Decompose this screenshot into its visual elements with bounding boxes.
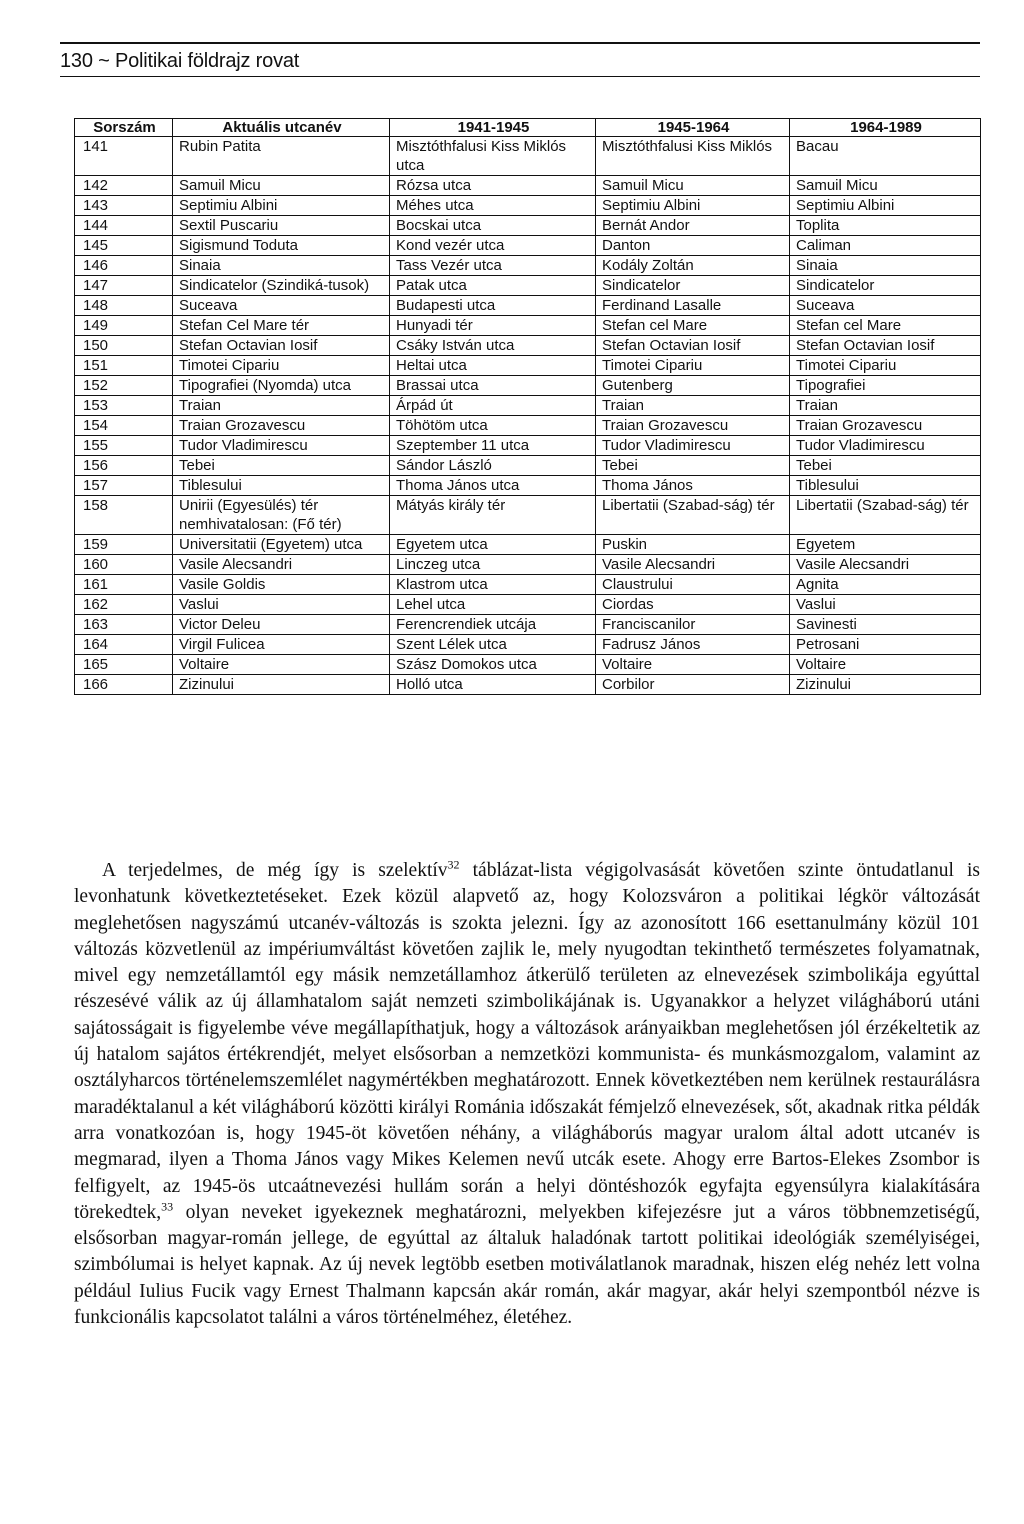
cell-current-name: Stefan Cel Mare tér <box>173 316 390 336</box>
cell-1941-1945: Patak utca <box>390 276 596 296</box>
cell-current-name: Sigismund Toduta <box>173 236 390 256</box>
cell-1964-1989: Tudor Vladimirescu <box>790 436 981 456</box>
cell-current-name: Traian Grozavescu <box>173 416 390 436</box>
table-row <box>75 296 981 316</box>
cell-current-name: Zizinului <box>173 675 390 695</box>
cell-1941-1945: Méhes utca <box>390 196 596 216</box>
cell-1945-1964: Vasile Alecsandri <box>596 555 790 575</box>
cell-1941-1945: Töhötöm utca <box>390 416 596 436</box>
cell-1945-1964: Corbilor <box>596 675 790 695</box>
table-row <box>75 396 981 416</box>
column-header: Sorszám <box>75 119 173 137</box>
cell-1941-1945: Szent Lélek utca <box>390 635 596 655</box>
cell-number: 164 <box>75 635 173 655</box>
table-row <box>75 615 981 635</box>
table-row <box>75 236 981 256</box>
cell-1945-1964: Fadrusz János <box>596 635 790 655</box>
cell-current-name: Vasile Goldis <box>173 575 390 595</box>
cell-current-name: Samuil Micu <box>173 176 390 196</box>
cell-1941-1945: Árpád út <box>390 396 596 416</box>
footnote-ref-32: 32 <box>447 857 460 872</box>
cell-current-name: Sextil Puscariu <box>173 216 390 236</box>
table-row <box>75 436 981 456</box>
cell-1964-1989: Voltaire <box>790 655 981 675</box>
cell-1964-1989: Traian Grozavescu <box>790 416 981 436</box>
cell-1945-1964: Libertatii (Szabad-ság) tér <box>596 496 790 535</box>
cell-1941-1945: Misztóthfalusi Kiss Miklós utca <box>390 137 596 176</box>
cell-current-name: Virgil Fulicea <box>173 635 390 655</box>
cell-1945-1964: Gutenberg <box>596 376 790 396</box>
cell-1964-1989: Egyetem <box>790 535 981 555</box>
cell-current-name: Sinaia <box>173 256 390 276</box>
cell-current-name: Traian <box>173 396 390 416</box>
cell-number: 143 <box>75 196 173 216</box>
cell-1945-1964: Franciscanilor <box>596 615 790 635</box>
table-row <box>75 675 981 695</box>
street-names-table <box>74 118 981 695</box>
table-row <box>75 416 981 436</box>
cell-1945-1964: Septimiu Albini <box>596 196 790 216</box>
cell-1964-1989: Vaslui <box>790 595 981 615</box>
cell-current-name: Suceava <box>173 296 390 316</box>
cell-1941-1945: Holló utca <box>390 675 596 695</box>
cell-current-name: Stefan Octavian Iosif <box>173 336 390 356</box>
table-row <box>75 336 981 356</box>
cell-number: 153 <box>75 396 173 416</box>
cell-1941-1945: Sándor László <box>390 456 596 476</box>
cell-current-name: Tiblesului <box>173 476 390 496</box>
table-row <box>75 575 981 595</box>
cell-1945-1964: Samuil Micu <box>596 176 790 196</box>
cell-1945-1964: Claustrului <box>596 575 790 595</box>
cell-number: 144 <box>75 216 173 236</box>
column-header: 1941-1945 <box>390 119 596 137</box>
table-row <box>75 137 981 176</box>
column-header: 1945-1964 <box>596 119 790 137</box>
street-names-table-wrapper <box>74 118 980 695</box>
paragraph-text-2: táblázat-lista végigolvasását követően szinte öntudatlanul is levonhatunk következtetéseket. Ezek közül alapvető az, hogy Kolozsváron a politikai légkör változását meglehetősen nagyszámú utcanév-változás is szokta jelezni. Így az azonosított 166 esettanulmány közül 101 változás közvetlenül az impériumváltást követően zajlik le, mely nyugodtan tekinthető természetes folyamatnak, mivel egy nemzetállamtól egy másik nemzetállamhoz átkerülő területen az elnevezések szimbolikája egyúttal részesévé válik az új államhatalom saját nemzeti szimbolikájának is. Ugyanakkor a helyzet világháború utáni sajátosságait is figyelembe véve megállapíthatjuk, hogy a változások arányaikban meglehetősen jól érzékeltetik az új hatalom sajátos értékrendjét, melyet elsősorban a nemzetközi kommunista- és munkásmozgalom, valamint az osztályharcos történelemszemlélet nagymértékben meghatározott. Ennek következtében nem kerülnek restaurálásra maradéktalanul a két világháború közötti királyi Románia időszakát fémjelző elnevezések, sőt, akadnak ritka példák arra vonatkozóan is, hogy 1945-öt követően néhány, a világháborús magyar uralom által adott utcanév is megmarad, ilyen a Thoma János vagy Mikes Kelemen nevű utcák esete. Ahogy erre Bartos-Elekes Zsombor is felfigyelt, az 1945-ös utcaátnevezési hullám során a helyi döntéshozók egyfajta egyensúlyra kialakítására törekedtek, <box>74 860 980 1223</box>
cell-1964-1989: Sindicatelor <box>790 276 981 296</box>
table-row <box>75 535 981 555</box>
cell-1945-1964: Stefan Octavian Iosif <box>596 336 790 356</box>
cell-number: 159 <box>75 535 173 555</box>
cell-current-name: Tudor Vladimirescu <box>173 436 390 456</box>
header-separator: ~ <box>98 50 110 72</box>
cell-1964-1989: Zizinului <box>790 675 981 695</box>
cell-1941-1945: Lehel utca <box>390 595 596 615</box>
cell-1964-1989: Libertatii (Szabad-ság) tér <box>790 496 981 535</box>
cell-number: 156 <box>75 456 173 476</box>
cell-number: 155 <box>75 436 173 456</box>
table-row <box>75 555 981 575</box>
cell-number: 142 <box>75 176 173 196</box>
cell-number: 158 <box>75 496 173 535</box>
cell-1941-1945: Thoma János utca <box>390 476 596 496</box>
cell-1964-1989: Samuil Micu <box>790 176 981 196</box>
cell-current-name: Unirii (Egyesülés) tér nemhivatalosan: (Fő tér) <box>173 496 390 535</box>
cell-1964-1989: Sinaia <box>790 256 981 276</box>
cell-1941-1945: Heltai utca <box>390 356 596 376</box>
cell-1945-1964: Voltaire <box>596 655 790 675</box>
cell-1941-1945: Hunyadi tér <box>390 316 596 336</box>
running-head <box>60 44 980 74</box>
cell-1964-1989: Stefan cel Mare <box>790 316 981 336</box>
cell-1964-1989: Bacau <box>790 137 981 176</box>
table-row <box>75 216 981 236</box>
cell-1941-1945: Tass Vezér utca <box>390 256 596 276</box>
cell-number: 149 <box>75 316 173 336</box>
cell-1945-1964: Sindicatelor <box>596 276 790 296</box>
cell-number: 154 <box>75 416 173 436</box>
cell-number: 152 <box>75 376 173 396</box>
cell-number: 150 <box>75 336 173 356</box>
header-rule <box>60 76 980 77</box>
cell-number: 161 <box>75 575 173 595</box>
table-row <box>75 595 981 615</box>
cell-1964-1989: Savinesti <box>790 615 981 635</box>
cell-1945-1964: Kodály Zoltán <box>596 256 790 276</box>
cell-1945-1964: Puskin <box>596 535 790 555</box>
cell-current-name: Voltaire <box>173 655 390 675</box>
cell-1945-1964: Traian Grozavescu <box>596 416 790 436</box>
cell-1945-1964: Ciordas <box>596 595 790 615</box>
cell-number: 157 <box>75 476 173 496</box>
table-row <box>75 635 981 655</box>
cell-1941-1945: Klastrom utca <box>390 575 596 595</box>
table-row <box>75 655 981 675</box>
cell-number: 166 <box>75 675 173 695</box>
cell-1945-1964: Thoma János <box>596 476 790 496</box>
table-row <box>75 276 981 296</box>
table-row <box>75 176 981 196</box>
cell-1964-1989: Petrosani <box>790 635 981 655</box>
cell-number: 165 <box>75 655 173 675</box>
cell-1964-1989: Septimiu Albini <box>790 196 981 216</box>
cell-1945-1964: Stefan cel Mare <box>596 316 790 336</box>
cell-1941-1945: Rózsa utca <box>390 176 596 196</box>
cell-current-name: Universitatii (Egyetem) utca <box>173 535 390 555</box>
table-row <box>75 356 981 376</box>
cell-1964-1989: Timotei Cipariu <box>790 356 981 376</box>
cell-1945-1964: Traian <box>596 396 790 416</box>
cell-1941-1945: Egyetem utca <box>390 535 596 555</box>
cell-number: 160 <box>75 555 173 575</box>
table-row <box>75 456 981 476</box>
cell-1945-1964: Danton <box>596 236 790 256</box>
cell-1964-1989: Caliman <box>790 236 981 256</box>
table-row <box>75 476 981 496</box>
column-header: 1964-1989 <box>790 119 981 137</box>
cell-number: 163 <box>75 615 173 635</box>
cell-1964-1989: Suceava <box>790 296 981 316</box>
cell-current-name: Tebei <box>173 456 390 476</box>
cell-number: 141 <box>75 137 173 176</box>
page-header <box>60 42 980 74</box>
cell-1945-1964: Misztóthfalusi Kiss Miklós <box>596 137 790 176</box>
table-row <box>75 196 981 216</box>
table-row <box>75 256 981 276</box>
cell-1945-1964: Tebei <box>596 456 790 476</box>
cell-current-name: Vaslui <box>173 595 390 615</box>
cell-1964-1989: Tiblesului <box>790 476 981 496</box>
cell-current-name: Victor Deleu <box>173 615 390 635</box>
table-row <box>75 376 981 396</box>
cell-current-name: Vasile Alecsandri <box>173 555 390 575</box>
cell-1945-1964: Ferdinand Lasalle <box>596 296 790 316</box>
cell-number: 146 <box>75 256 173 276</box>
page-number: 130 <box>60 50 93 72</box>
table-header-row <box>75 119 981 137</box>
cell-1941-1945: Szász Domokos utca <box>390 655 596 675</box>
cell-1964-1989: Tebei <box>790 456 981 476</box>
cell-1941-1945: Kond vezér utca <box>390 236 596 256</box>
cell-1941-1945: Csáky István utca <box>390 336 596 356</box>
cell-1945-1964: Bernát Andor <box>596 216 790 236</box>
cell-1941-1945: Bocskai utca <box>390 216 596 236</box>
cell-1964-1989: Vasile Alecsandri <box>790 555 981 575</box>
cell-number: 162 <box>75 595 173 615</box>
cell-1964-1989: Agnita <box>790 575 981 595</box>
cell-1941-1945: Brassai utca <box>390 376 596 396</box>
cell-current-name: Tipografiei (Nyomda) utca <box>173 376 390 396</box>
cell-number: 147 <box>75 276 173 296</box>
cell-1941-1945: Ferencrendiek utcája <box>390 615 596 635</box>
cell-1941-1945: Szeptember 11 utca <box>390 436 596 456</box>
paragraph-text-3: olyan neveket igyekeznek meghatározni, melyekben kifejezésre jut a város többnemzetiségű, elsősorban magyar-román jellege, de egyúttal az általuk haladónak tartott politikai ideológiák személyiségei, szimbólumai is helyet kapnak. Az új nevek legtöbb esetben motiválatlanok maradnak, hiszen elég nehéz lett volna például Iulius Fucik vagy Ernest Thalmann kapcsán akár román, akár magyar, akár helyi szempontból nézve is funkcionális kapcsolatot találni a város történelméhez, életéhez. <box>74 1201 980 1329</box>
body-text <box>74 858 980 1331</box>
cell-current-name: Sindicatelor (Szindiká-tusok) <box>173 276 390 296</box>
cell-1964-1989: Traian <box>790 396 981 416</box>
cell-number: 148 <box>75 296 173 316</box>
cell-1945-1964: Timotei Cipariu <box>596 356 790 376</box>
cell-current-name: Rubin Patita <box>173 137 390 176</box>
section-title: Politikai földrajz rovat <box>114 50 300 72</box>
cell-1941-1945: Budapesti utca <box>390 296 596 316</box>
cell-1941-1945: Mátyás király tér <box>390 496 596 535</box>
cell-1964-1989: Tipografiei <box>790 376 981 396</box>
table-row <box>75 496 981 535</box>
cell-1964-1989: Toplita <box>790 216 981 236</box>
footnote-ref-33: 33 <box>161 1199 174 1214</box>
cell-1941-1945: Linczeg utca <box>390 555 596 575</box>
cell-current-name: Septimiu Albini <box>173 196 390 216</box>
cell-1945-1964: Tudor Vladimirescu <box>596 436 790 456</box>
paragraph-text-1: A terjedelmes, de még így is szelektív <box>102 860 448 881</box>
cell-number: 145 <box>75 236 173 256</box>
column-header: Aktuális utcanév <box>173 119 390 137</box>
cell-number: 151 <box>75 356 173 376</box>
table-row <box>75 316 981 336</box>
cell-current-name: Timotei Cipariu <box>173 356 390 376</box>
body-paragraph <box>74 858 980 1331</box>
cell-1964-1989: Stefan Octavian Iosif <box>790 336 981 356</box>
